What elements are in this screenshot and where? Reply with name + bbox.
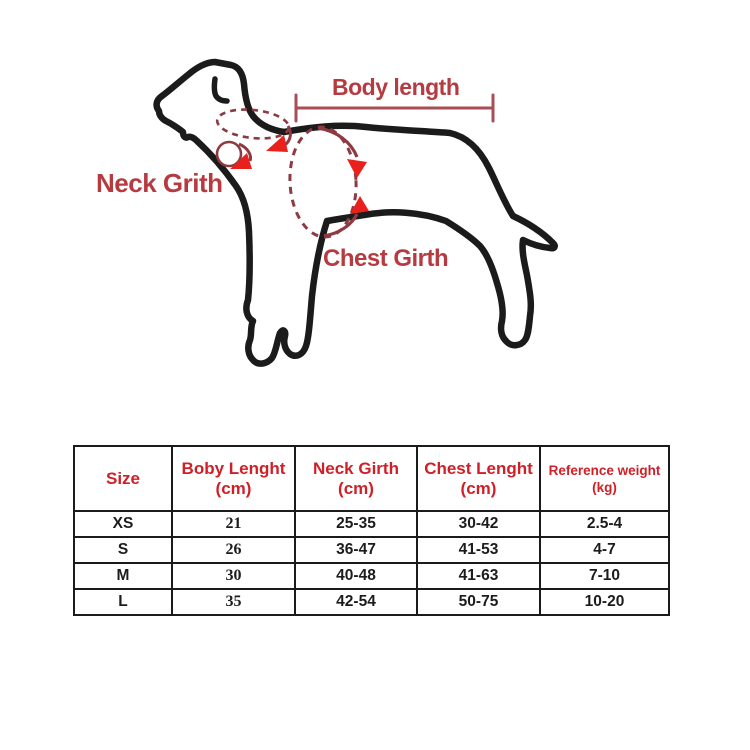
cell-neck: 42-54 [295,589,417,615]
cell-neck: 40-48 [295,563,417,589]
body-length-label: Body length [332,74,460,100]
cell-neck: 25-35 [295,511,417,537]
cell-chest: 30-42 [417,511,540,537]
cell-weight: 2.5-4 [540,511,669,537]
header-body-length: Boby Lenght (cm) [172,446,295,511]
header-neck-girth: Neck Girth (cm) [295,446,417,511]
header-reference-weight: Reference weight (kg) [540,446,669,511]
cell-body-length: 30 [172,563,295,589]
table-row-xs [74,511,669,537]
size-table [73,445,670,616]
neck-girth-label: Neck Grith [96,168,223,198]
cell-chest: 41-53 [417,537,540,563]
cell-size: L [74,589,172,615]
cell-chest: 41-63 [417,563,540,589]
table-row-m [74,563,669,589]
cell-body-length: 21 [172,511,295,537]
cell-body-length: 26 [172,537,295,563]
cell-weight: 7-10 [540,563,669,589]
cell-weight: 10-20 [540,589,669,615]
size-table-header-row [74,446,669,511]
header-chest-length: Chest Lenght (cm) [417,446,540,511]
table-row-s [74,537,669,563]
cell-size: XS [74,511,172,537]
cell-size: S [74,537,172,563]
table-row-l [74,589,669,615]
chest-girth-label: Chest Girth [323,245,449,272]
cell-size: M [74,563,172,589]
header-size: Size [74,446,172,511]
cell-chest: 50-75 [417,589,540,615]
cell-body-length: 35 [172,589,295,615]
cell-neck: 36-47 [295,537,417,563]
cell-weight: 4-7 [540,537,669,563]
